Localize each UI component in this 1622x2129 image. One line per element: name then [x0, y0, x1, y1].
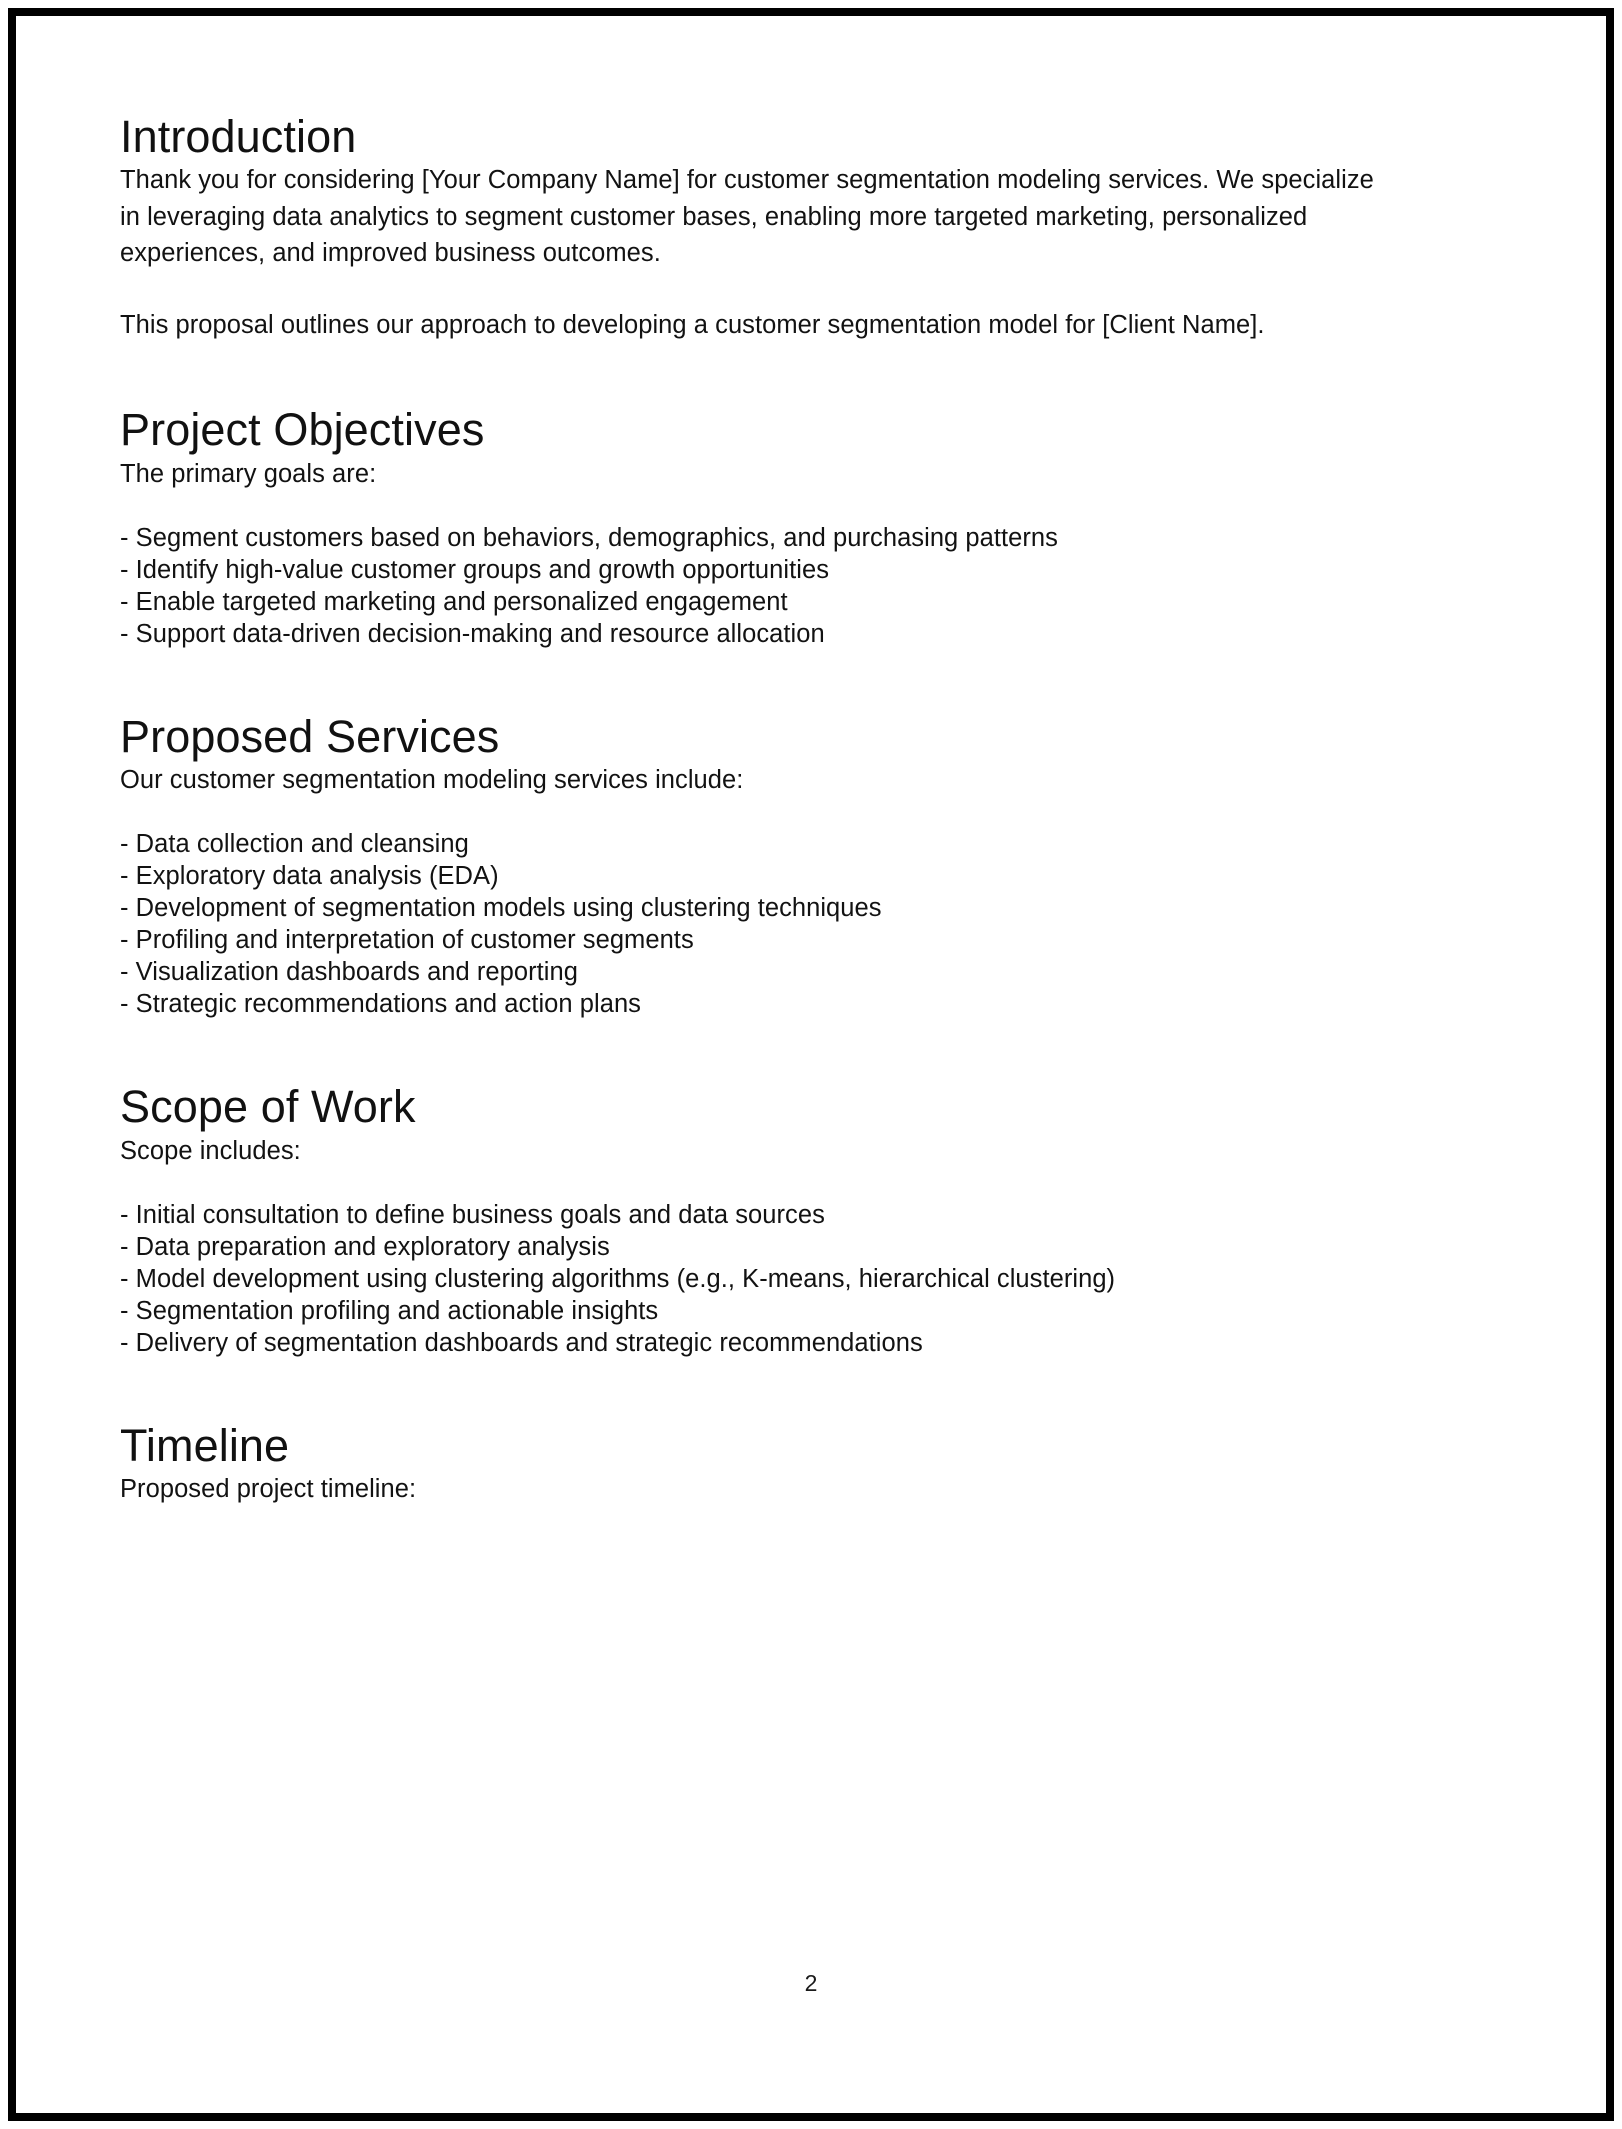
- list-item: - Support data-driven decision-making and resource allocation: [120, 619, 825, 648]
- section-scope-of-work: [120, 1082, 1400, 1359]
- project-objectives-list: [120, 522, 1400, 650]
- list-item: - Exploratory data analysis (EDA): [120, 862, 499, 891]
- list-item: - Strategic recommendations and action plans: [120, 990, 641, 1019]
- project-objectives-lead: The primary goals are:: [120, 459, 377, 488]
- document-body: [120, 112, 1400, 1508]
- list-item: - Data preparation and exploratory analysis: [120, 1232, 610, 1261]
- list-item: - Enable targeted marketing and personalized engagement: [120, 587, 788, 616]
- list-item: - Identify high-value customer groups and growth opportunities: [120, 555, 829, 584]
- timeline-lead: Proposed project timeline:: [120, 1475, 417, 1504]
- introduction-paragraph-2: This proposal outlines our approach to developing a customer segmentation model for [Client Name].: [120, 311, 1265, 339]
- list-item: - Profiling and interpretation of customer segments: [120, 926, 694, 955]
- heading-project-objectives: Project Objectives: [120, 404, 485, 456]
- list-item: - Segment customers based on behaviors, demographics, and purchasing patterns: [120, 523, 1058, 552]
- list-item: - Development of segmentation models using clustering techniques: [120, 894, 882, 923]
- list-item: - Data collection and cleansing: [120, 830, 469, 859]
- list-item: - Visualization dashboards and reporting: [120, 958, 578, 987]
- section-project-objectives: [120, 405, 1400, 650]
- list-item: - Model development using clustering algorithms (e.g., K-means, hierarchical clustering): [120, 1264, 1116, 1293]
- section-proposed-services: [120, 712, 1400, 1021]
- page-frame: [8, 8, 1614, 2121]
- scope-of-work-list: [120, 1199, 1400, 1359]
- heading-introduction: Introduction: [120, 111, 357, 162]
- scope-of-work-lead: Scope includes:: [120, 1136, 301, 1165]
- heading-timeline: Timeline: [120, 1419, 290, 1471]
- list-item: - Initial consultation to define business goals and data sources: [120, 1200, 825, 1229]
- proposed-services-lead: Our customer segmentation modeling services include:: [120, 766, 744, 795]
- section-timeline: [120, 1421, 1400, 1508]
- list-item: - Segmentation profiling and actionable insights: [120, 1296, 659, 1325]
- page-number: 2: [804, 1970, 818, 1996]
- section-introduction: [120, 112, 1400, 343]
- proposed-services-list: [120, 828, 1400, 1020]
- list-item: - Delivery of segmentation dashboards and strategic recommendations: [120, 1328, 923, 1357]
- introduction-paragraph-1: Thank you for considering [Your Company Name] for customer segmentation modeling services. We specialize in leveraging data analytics to segment customer bases, enabling more targeted marketing, personalized experiences, and improved business outcomes.: [120, 166, 1374, 267]
- heading-scope-of-work: Scope of Work: [120, 1081, 416, 1133]
- heading-proposed-services: Proposed Services: [120, 710, 500, 762]
